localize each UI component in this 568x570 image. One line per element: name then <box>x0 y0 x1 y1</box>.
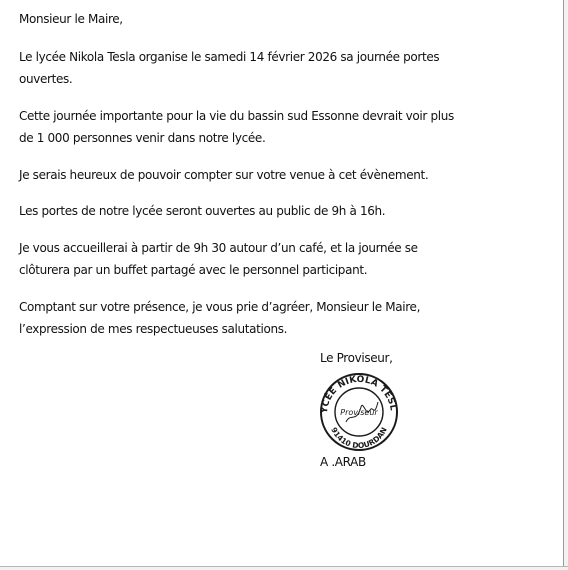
stamp-seal-icon <box>318 372 400 452</box>
paragraph-line: Cette journée importante pour la vie du bassin sud Essonne devrait voir plus <box>19 109 454 123</box>
svg-text:91410 DOURDAN <box>329 426 389 450</box>
paragraph-line: l’expression de mes respectueuses salutations. <box>19 322 288 336</box>
paragraph-line: Comptant sur votre présence, je vous prie d’agréer, Monsieur le Maire, <box>19 300 421 314</box>
paragraph-line: Je serais heureux de pouvoir compter sur votre venue à cet évènement. <box>19 168 429 182</box>
paragraph-line: de 1 000 personnes venir dans notre lycée. <box>19 131 266 145</box>
stamp-center-text: Proviseur <box>340 408 378 417</box>
page-right-edge <box>563 0 568 570</box>
paragraph-line: ouvertes. <box>19 72 73 86</box>
paragraph-line: clôturera par un buffet partagé avec le personnel participant. <box>19 263 368 277</box>
salutation: Monsieur le Maire, <box>19 12 123 26</box>
page-bottom-edge <box>0 566 568 570</box>
paragraph-line: Je vous accueillerai à partir de 9h 30 autour d’un café, et la journée se <box>19 241 418 255</box>
paragraph-line: Les portes de notre lycée seront ouvertes au public de 9h à 16h. <box>19 204 386 218</box>
stamp-bottom-text: 91410 DOURDAN <box>329 425 389 451</box>
signatory-title: Le Proviseur, <box>320 351 393 365</box>
signatory-name: A .ARAB <box>320 455 366 469</box>
paragraph-line: Le lycée Nikola Tesla organise le samedi 14 février 2026 sa journée portes <box>19 50 440 64</box>
school-stamp <box>318 372 400 452</box>
stamp-top-text: YCÉE NIKOLA TESL <box>319 374 398 414</box>
